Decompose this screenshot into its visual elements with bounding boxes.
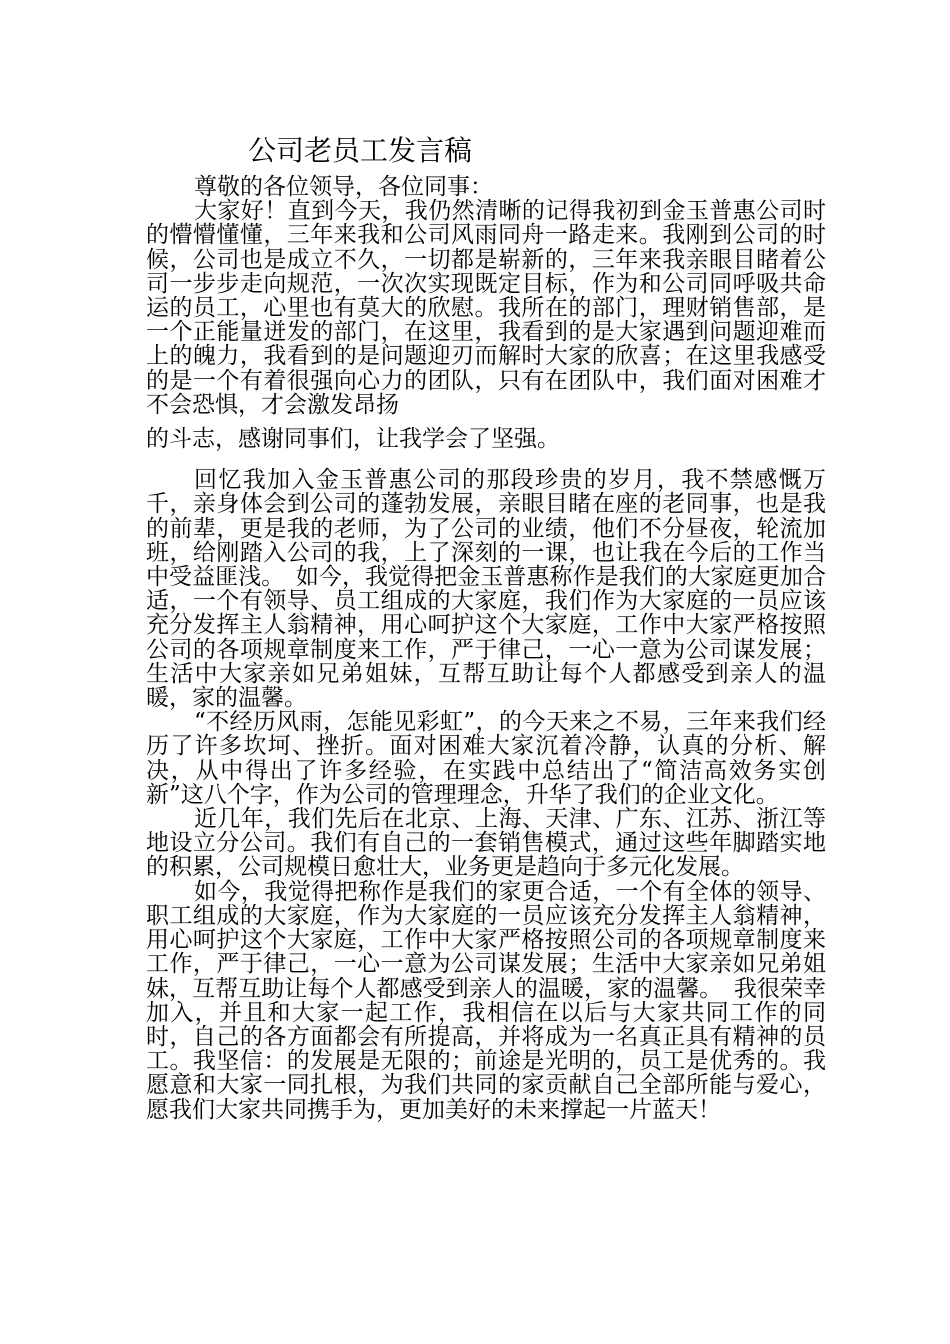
paragraph-expansion: 近几年，我们先后在北京、上海、天津、广东、江苏、浙江等地设立分公司。我们有自己的一套销售模式，通过这些年脚踏实地的积累，公司规模日愈壮大，业务更是趋向于多元化发展。 xyxy=(146,806,826,881)
paragraph-closing: 如今，我觉得把称作是我们的家更合适，一个有全体的领导、职工组成的大家庭，作为大家庭的一员应该充分发挥主人翁精神，用心呵护这个大家庭，工作中大家严格按照公司的各项规章制度来工作，严于律己，一心一意为公司谋发展；生活中大家亲如兄弟姐妹，互帮互助让每个人都感受到亲人的温暖，家的温馨。 我很荣幸加入，并且和大家一起工作，我相信在以后与大家共同工作的同时，自己的各方面都会有所提高，并将成为一名真正具有精神的员工。我坚信：的发展是无限的；前途是光明的，员工是优秀的。我愿意和大家一同扎根，为我们共同的家贡献自己全部所能与爱心，愿我们大家共同携手为，更加美好的未来撑起一片蓝天！ xyxy=(146,878,826,1123)
speech-body xyxy=(146,175,826,1122)
page-title: 公司老员工发言稿 xyxy=(248,134,473,167)
salutation: 尊敬的各位领导，各位同事： xyxy=(194,174,493,200)
paragraph-greeting-end: 的斗志，感谢同事们，让我学会了坚强。 xyxy=(146,426,560,453)
paragraph-memories: 回忆我加入金玉普惠公司的那段珍贵的岁月，我不禁感慨万千，亲身体会到公司的蓬勃发展，亲眼目睹在座的老同事，也是我的前辈，更是我的老师，为了公司的业绩，他们不分昼夜，轮流加班，给刚踏入公司的我，上了深刻的一课，也让我在今后的工作当中受益匪浅。 如今，我觉得把金玉普惠称作是我们的大家庭更加合适，一个有领导、员工组成的大家庭，我们作为大家庭的一员应该充分发挥主人翁精神，用心呵护这个大家庭，工作中大家严格按照公司的各项规章制度来工作，严于律己，一心一意为公司谋发展；生活中大家亲如兄弟姐妹，互帮互助让每个人都感受到亲人的温暖，家的温馨。 xyxy=(146,467,826,712)
paragraph-greeting: 大家好！直到今天，我仍然清晰的记得我初到金玉普惠公司时的懵懵懂懂，三年来我和公司风雨同舟一路走来。我刚到公司的时候，公司也是成立不久，一切都是崭新的，三年来我亲眼目睹着公司一步步走向规范，一次次实现既定目标，作为和公司同呼吸共命运的员工，心里也有莫大的欣慰。我所在的部门，理财销售部，是一个正能量迸发的部门，在这里，我看到的是大家遇到问题迎难而上的魄力，我看到的是问题迎刃而解时大家的欣喜；在这里我感受的是一个有着很强向心力的团队，只有在团队中，我们面对困难才不会恐惧，才会激发昂扬 xyxy=(146,198,826,418)
paragraph-culture: “不经历风雨，怎能见彩虹”，的今天来之不易，三年来我们经历了许多坎坷、挫折。面对困难大家沉着冷静，认真的分析、解决，从中得出了许多经验，在实践中总结出了“简洁高效务实创新”这八个字，作为公司的管理理念，升华了我们的企业文化。 xyxy=(146,709,826,808)
